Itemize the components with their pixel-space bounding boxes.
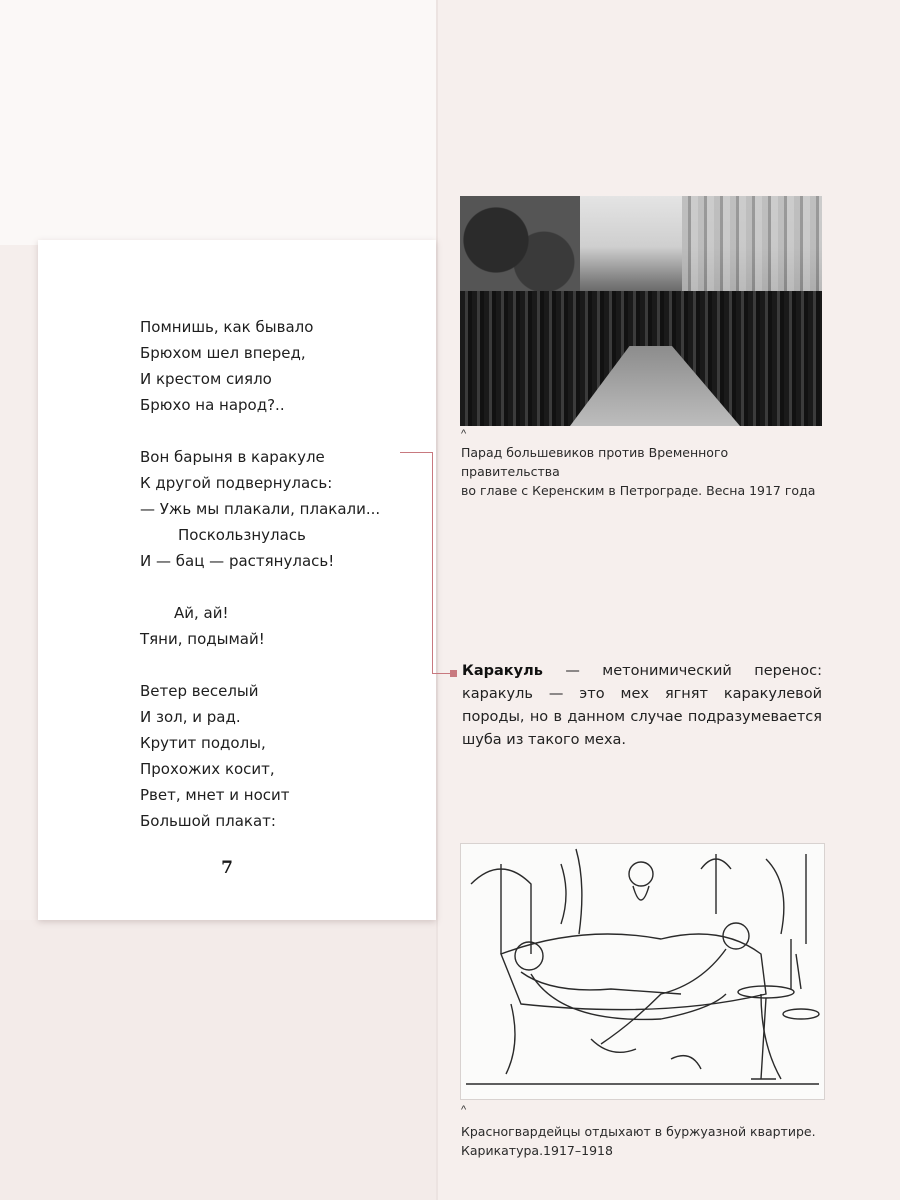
parade-photo — [460, 196, 822, 426]
poem-line: К другой подвернулась: — [140, 474, 333, 492]
stanza-gap — [140, 652, 430, 678]
definition-note — [462, 660, 822, 752]
poem-line: Прохожих косит, — [140, 760, 275, 778]
poem-line: Рвет, мнет и носит — [140, 786, 290, 804]
poem-line: И крестом сияло — [140, 370, 272, 388]
poem-line: — Ужь мы плакали, плакали... — [140, 500, 381, 518]
poem — [140, 314, 430, 834]
photo-caption-line: во главе с Керенским в Петрограде. Весна 1917 года — [461, 483, 816, 498]
definition-text: — метонимический перенос: каракуль — это мех ягнят каракулевой породы, но в данном случае подразумевается шуба из такого меха. — [462, 663, 822, 748]
poem-line: Брюхом шел вперед, — [140, 344, 306, 362]
poem-line: И — бац — растянулась! — [140, 552, 335, 570]
stanza-gap — [140, 418, 430, 444]
callout-marker — [450, 670, 457, 677]
poem-line: Большой плакат: — [140, 812, 276, 830]
callout-connector — [432, 452, 433, 674]
left-background-bottom — [0, 920, 436, 1200]
callout-connector — [400, 452, 432, 453]
caricature-drawing — [460, 843, 825, 1100]
poem-line: Помнишь, как бывало — [140, 318, 314, 336]
poem-line: Ай, ай! — [174, 604, 229, 622]
caption-caret: ^ — [461, 428, 467, 440]
left-background-top — [0, 0, 436, 245]
poem-line: Брюхо на народ?.. — [140, 396, 285, 414]
definition-term: Каракуль — [462, 663, 543, 679]
photo-trees — [460, 196, 580, 306]
poem-line: Крутит подолы, — [140, 734, 266, 752]
poem-line: И зол, и рад. — [140, 708, 241, 726]
callout-connector — [432, 673, 452, 674]
drawing-caption-line: Карикатура.1917–1918 — [461, 1143, 613, 1158]
photo-caption-line: Парад большевиков против Временного правительства — [461, 445, 729, 479]
caricature-sketch — [461, 844, 824, 1099]
drawing-caption — [461, 1122, 821, 1160]
poem-line: Ветер веселый — [140, 682, 259, 700]
poem-line: Поскользнулась — [178, 526, 306, 544]
page-fold — [436, 0, 438, 1200]
poem-line: Вон барыня в каракуле — [140, 448, 325, 466]
stanza-gap — [140, 574, 430, 600]
poem-line: Тяни, подымай! — [140, 630, 265, 648]
drawing-caption-line: Красногвардейцы отдыхают в буржуазной квартире. — [461, 1124, 816, 1139]
photo-caption — [461, 443, 821, 500]
caption-caret: ^ — [461, 1104, 467, 1116]
page-number: 7 — [221, 858, 233, 878]
